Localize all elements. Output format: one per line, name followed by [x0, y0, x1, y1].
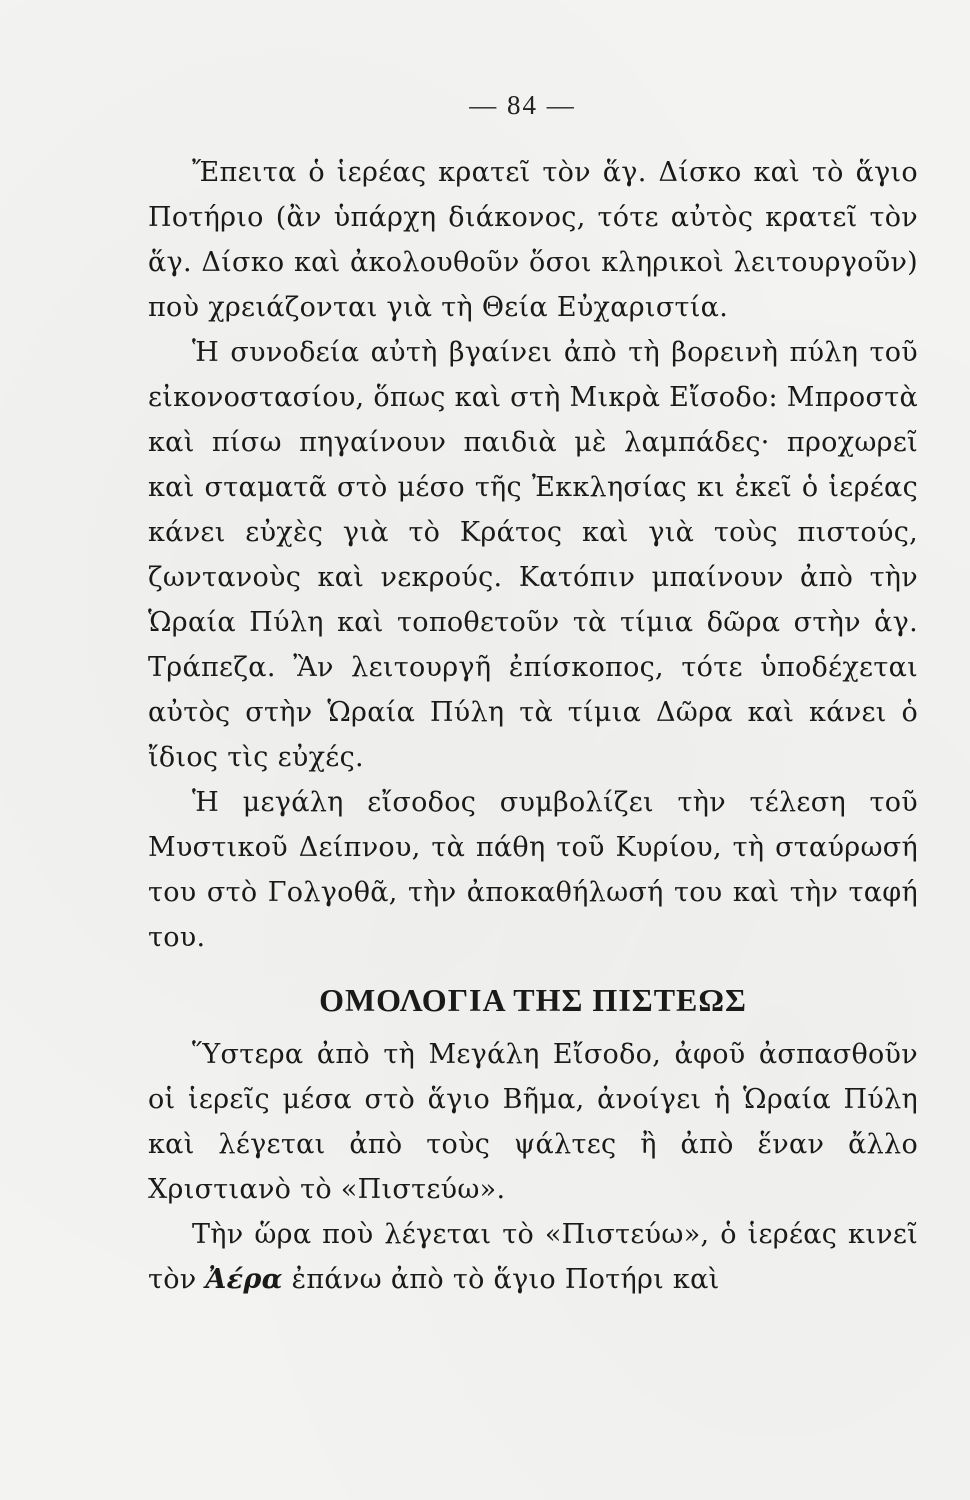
paragraph: Ὕστερα ἀπὸ τὴ Μεγάλη Εἴσοδο, ἀφοῦ ἀσπασθοῦν οἱ ἱερεῖς μέσα στὸ ἅγιο Βῆμα, ἀνοίγει ἡ Ὡραία Πύλη καὶ λέγεται ἀπὸ τοὺς ψάλτες ἢ ἀπὸ ἕναν ἄλλο Χριστιανὸ τὸ «Πιστεύω».: [148, 1039, 918, 1205]
emphasized-word: Ἀέρα: [205, 1264, 283, 1295]
page-number: — 84 —: [469, 90, 576, 120]
paragraph: Ἔπειτα ὁ ἱερέας κρατεῖ τὸν ἅγ. Δίσκο καὶ τὸ ἅγιο Ποτήριο (ἂν ὑπάρχη διάκονος, τότε αὐτὸς κρατεῖ τὸν ἅγ. Δίσκο καὶ ἀκολουθοῦν ὅσοι κληρικοὶ λειτουργοῦν) ποὺ χρειάζονται γιὰ τὴ Θεία Εὐχαριστία.: [148, 157, 918, 323]
paragraph: Ἡ συνοδεία αὐτὴ βγαίνει ἀπὸ τὴ βορεινὴ πύλη τοῦ εἰκονοστασίου, ὅπως καὶ στὴ Μικρὰ Εἴσοδο: Μπροστὰ καὶ πίσω πηγαίνουν παιδιὰ μὲ λαμπάδες· προχωρεῖ καὶ σταματᾶ στὸ μέσο τῆς Ἐκκλησίας κι ἐκεῖ ὁ ἱερέας κάνει εὐχὲς γιὰ τὸ Κράτος καὶ γιὰ τοὺς πιστούς, ζωντανοὺς καὶ νεκρούς. Κατόπιν μπαίνουν ἀπὸ τὴν Ὡραία Πύλη καὶ τοποθετοῦν τὰ τίμια δῶρα στὴν ἁγ. Τράπεζα. Ἂν λειτουργῆ ἐπίσκοπος, τότε ὑποδέχεται αὐτὸς στὴν Ὡραία Πύλη τὰ τίμια Δῶρα καὶ κάνει ὁ ἴδιος τὶς εὐχές.: [148, 337, 918, 773]
paragraph-text: ἐπάνω ἀπὸ τὸ ἅγιο Ποτήρι καὶ: [282, 1264, 720, 1295]
paragraph: Ἡ μεγάλη εἴσοδος συμβολίζει τὴν τέλεση τοῦ Μυστικοῦ Δείπνου, τὰ πάθη τοῦ Κυρίου, τὴ σταύρωσή του στὸ Γολγοθᾶ, τὴν ἀποκαθήλωσή του καὶ τὴν ταφή του.: [148, 787, 918, 953]
paragraph-text: Τὴν ὥρα ποὺ λέγεται τὸ «Πιστεύω», ὁ ἱερέας κινεῖ τὸν: [148, 1219, 918, 1295]
body-text: [148, 150, 918, 1302]
section-heading: ΟΜΟΛΟΓΙΑ ΤΗΣ ΠΙΣΤΕΩΣ: [319, 982, 747, 1018]
paragraph: [148, 1212, 918, 1302]
